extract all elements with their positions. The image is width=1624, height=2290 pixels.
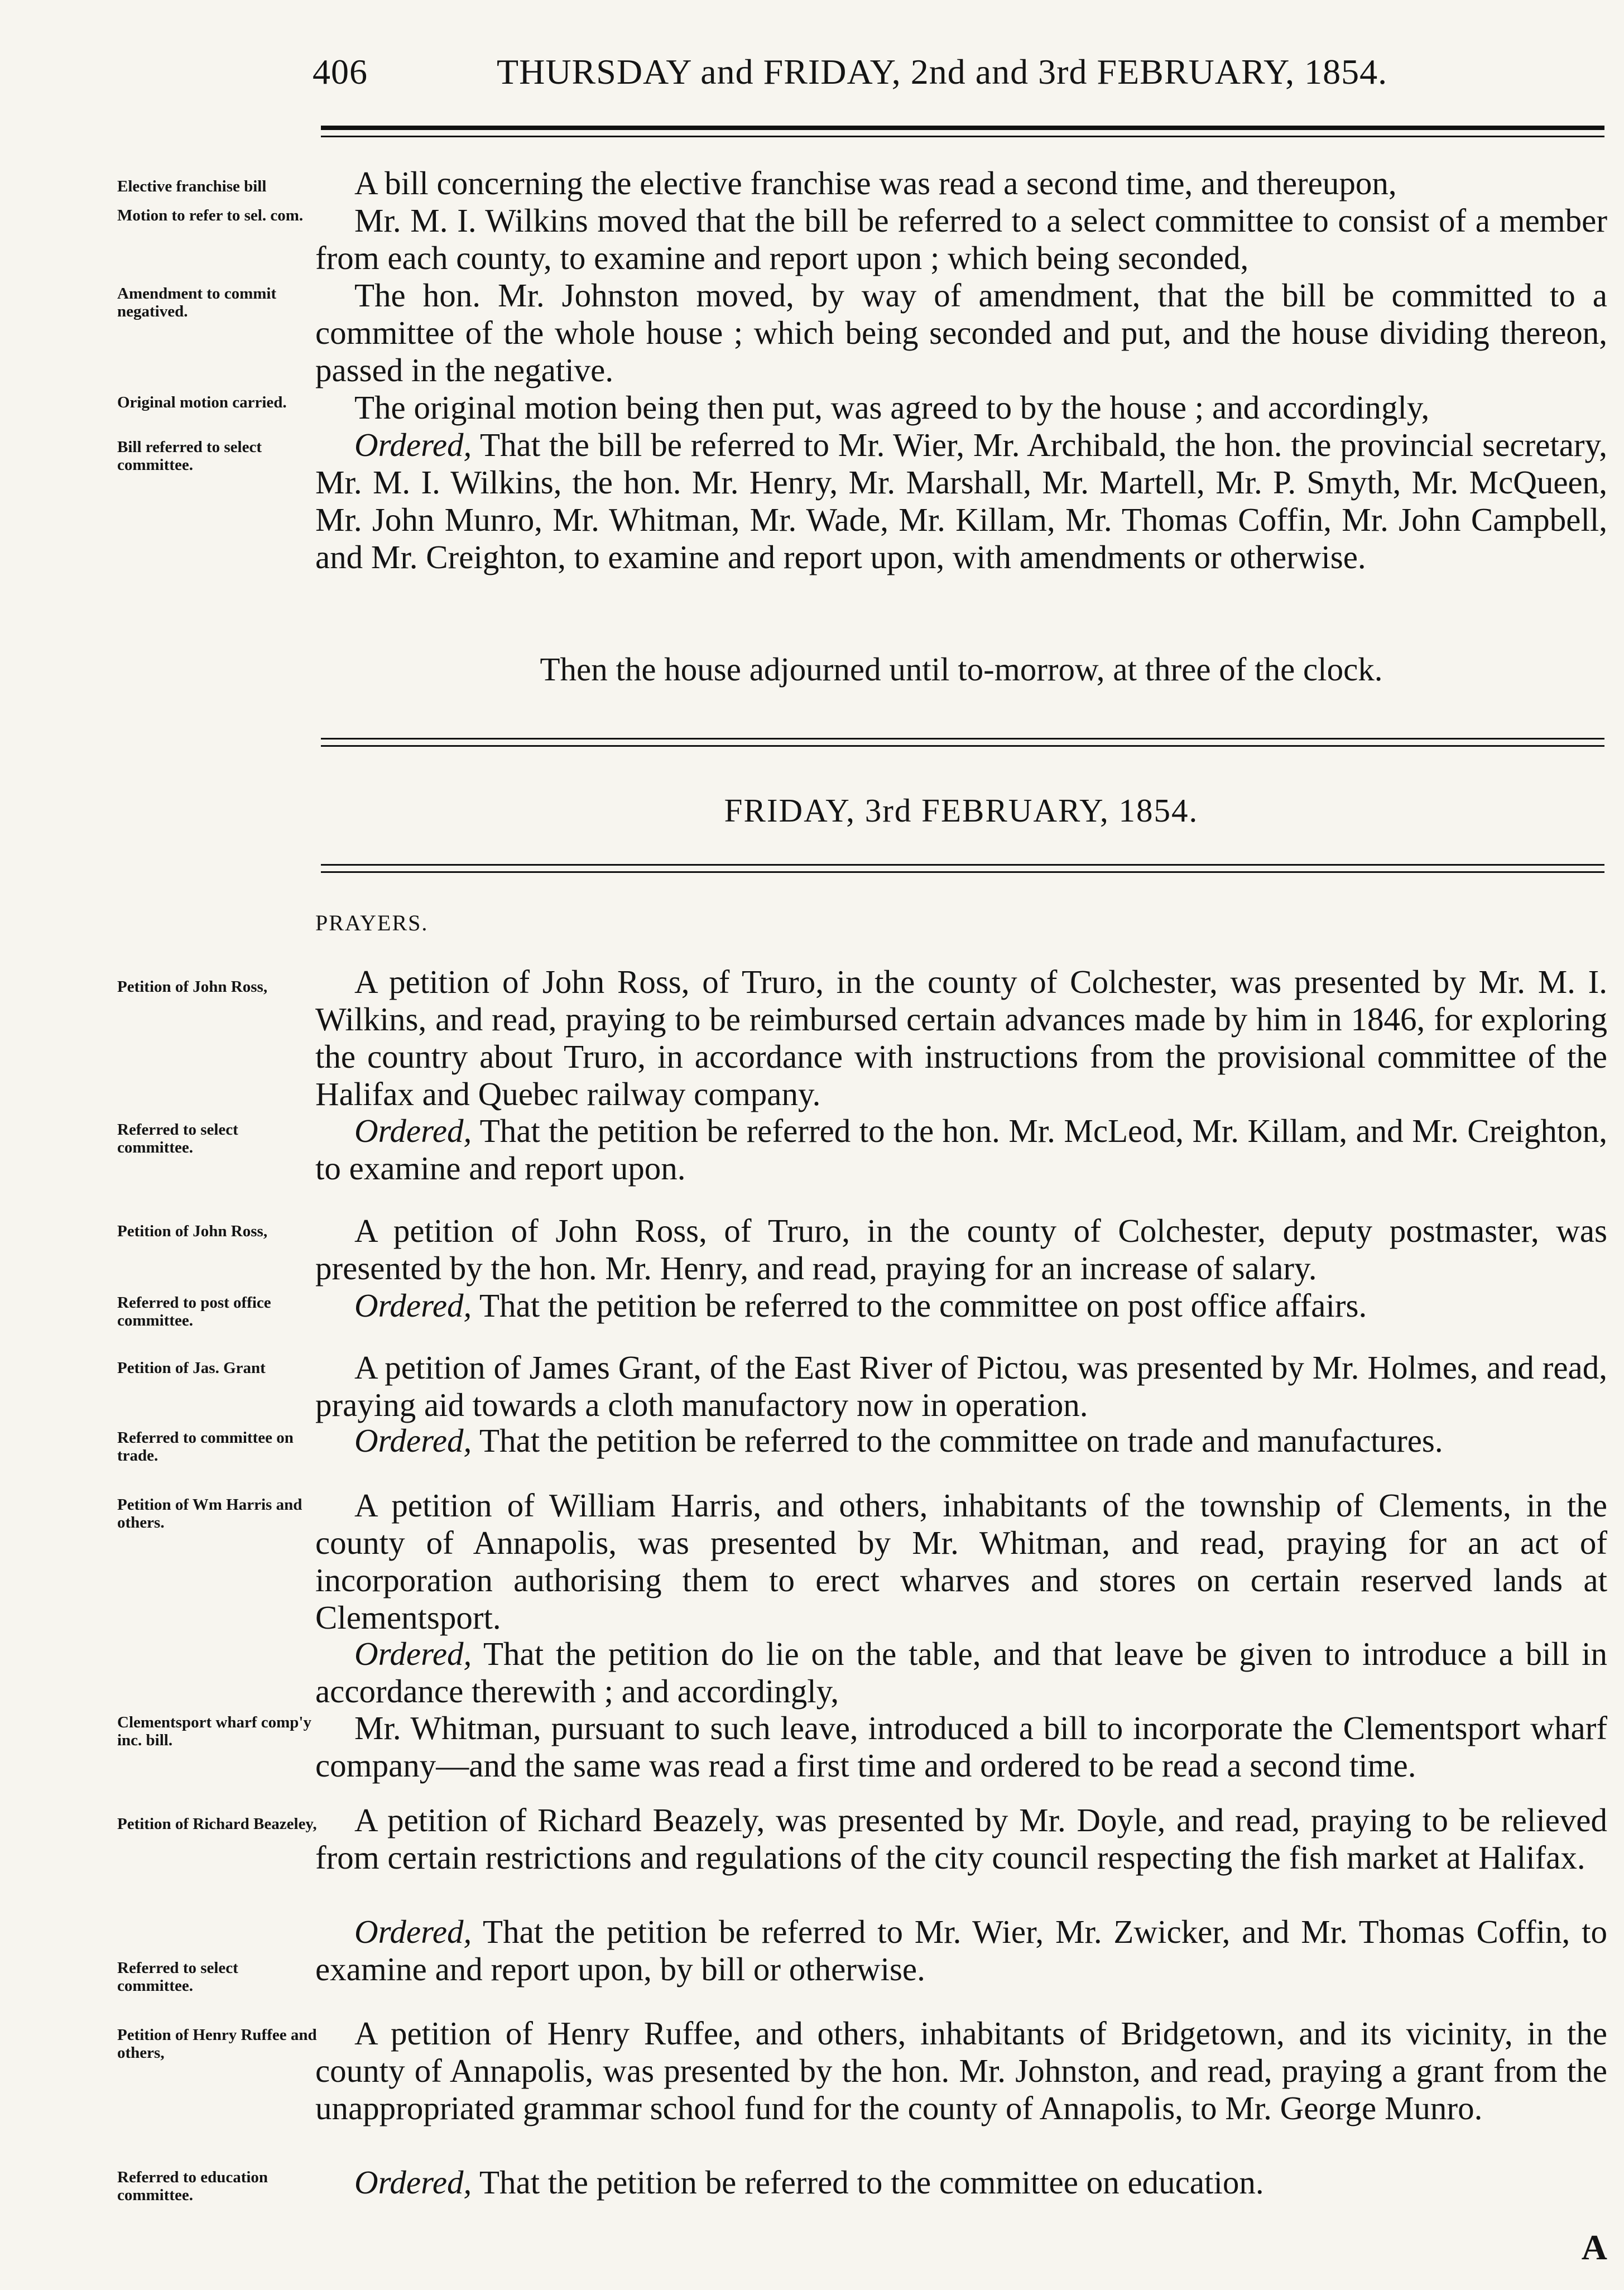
paragraph-text: That the petition do lie on the table, and that leave be given to introduce a bill in accordance therewith ; and accordingly, (315, 1635, 1607, 1710)
paragraph (315, 1422, 1607, 1460)
paragraph: A petition of Henry Ruffee, and others, inhabitants of Bridgetown, and its vicinity, in the county of Annapolis, was presented by the hon. Mr. Johnston, and read, praying a grant from the unappropriated grammar school fund for the county of Annapolis, to Mr. George Munro. (315, 2015, 1607, 2126)
margin-note: Original motion carried. (117, 393, 287, 411)
ordered-label: Ordered, (354, 1422, 472, 1459)
paragraph: A petition of William Harris, and others, inhabitants of the township of Clements, in the county of Annapolis, was presented by Mr. Whitman, and read, praying for an act of incorporation authorising them to erect wharves and stores on certain reserved lands at Clementsport. (315, 1487, 1607, 1636)
ordered-label: Ordered, (354, 426, 472, 463)
paragraph: A bill concerning the elective franchise was read a second time, and thereupon, (354, 165, 1397, 201)
page-title: THURSDAY and FRIDAY, 2nd and 3rd FEBRUARY, 1854. (497, 52, 1388, 92)
margin-note: Amendment to commit negatived. (117, 285, 277, 320)
paragraph-text: That the petition be referred to the committee on trade and manufactures. (472, 1422, 1443, 1459)
ordered-label: Ordered, (354, 1287, 472, 1324)
ordered-label: Ordered, (354, 2164, 472, 2201)
paragraph: A petition of Richard Beazely, was presented by Mr. Doyle, and read, praying to be relieved from certain restrictions and regulations of the city council respecting the fish market at Halifax. (315, 1802, 1607, 1876)
paragraph (315, 1287, 1607, 1324)
header-rule (321, 126, 1604, 130)
margin-note: Elective franchise bill (117, 177, 267, 195)
header-rule-thin (321, 136, 1604, 137)
paragraph: Mr. Whitman, pursuant to such leave, introduced a bill to incorporate the Clementsport wharf company—and the same was read a first time and ordered to be read a second time. (315, 1710, 1607, 1784)
margin-note: Referred to committee on trade. (117, 1429, 294, 1465)
paragraph (315, 426, 1607, 576)
margin-note: Petition of John Ross, (117, 978, 268, 996)
paragraph (315, 2164, 1607, 2201)
adjournment-line: Then the house adjourned until to-morrow, at three of the clock. (540, 651, 1383, 688)
section-heading: FRIDAY, 3rd FEBRUARY, 1854. (724, 792, 1199, 829)
margin-note: Petition of Henry Ruffee and others, (117, 2026, 317, 2062)
paragraph (315, 1913, 1607, 1988)
paragraph: A petition of James Grant, of the East River of Pictou, was presented by Mr. Holmes, and read, praying aid towards a cloth manufactory now in operation. (315, 1349, 1607, 1423)
paragraph (315, 1635, 1607, 1710)
margin-note: Referred to post office committee. (117, 1294, 271, 1329)
paragraph-text: That the petition be referred to the committee on post office affairs. (472, 1287, 1367, 1324)
paragraph: Mr. M. I. Wilkins moved that the bill be referred to a select committee to consist of a member from each county, to examine and report upon ; which being seconded, (315, 202, 1607, 276)
margin-note: Referred to education committee. (117, 2168, 268, 2204)
paragraph-text: That the petition be referred to the hon. Mr. McLeod, Mr. Killam, and Mr. Creighton, to examine and report upon. (315, 1112, 1607, 1187)
paragraph: The original motion being then put, was agreed to by the house ; and accordingly, (354, 389, 1430, 426)
margin-note: Referred to select committee. (117, 1121, 238, 1156)
paragraph: The hon. Mr. Johnston moved, by way of amendment, that the bill be committed to a committee of the whole house ; which being seconded and put, and the house dividing thereon, passed in the negative. (315, 277, 1607, 388)
catchword: A (1581, 2227, 1607, 2267)
ordered-label: Ordered, (354, 1635, 472, 1672)
section-rule (321, 864, 1604, 873)
paragraph: A petition of John Ross, of Truro, in the county of Colchester, deputy postmaster, was presented by the hon. Mr. Henry, and read, praying for an increase of salary. (315, 1212, 1607, 1286)
paragraph: A petition of John Ross, of Truro, in the county of Colchester, was presented by Mr. M. I. Wilkins, and read, praying to be reimbursed certain advances made by him in 1846, for exploring the country about Truro, in accordance with instructions from the provisional committee of the Halifax and Quebec railway company. (315, 963, 1607, 1112)
prayers-heading: PRAYERS. (315, 910, 429, 935)
paragraph-text: That the petition be referred to Mr. Wier, Mr. Zwicker, and Mr. Thomas Coffin, to examine and report upon, by bill or otherwise. (315, 1913, 1607, 1987)
margin-note: Petition of Jas. Grant (117, 1359, 266, 1377)
margin-note: Referred to select committee. (117, 1959, 238, 1995)
margin-note: Petition of Wm Harris and others. (117, 1496, 302, 1532)
margin-note: Petition of Richard Beazeley, (117, 1815, 317, 1833)
paragraph-text: That the petition be referred to the committee on education. (472, 2164, 1264, 2201)
margin-note: Petition of John Ross, (117, 1222, 268, 1240)
ordered-label: Ordered, (354, 1913, 472, 1950)
paragraph-text: That the bill be referred to Mr. Wier, Mr. Archibald, the hon. the provincial secretary, Mr. M. I. Wilkins, the hon. Mr. Henry, Mr. Marshall, Mr. Martell, Mr. P. Smyth, Mr. McQueen, Mr. John Munro, Mr. Whitman, Mr. Wade, Mr. Killam, Mr. Thomas Coffin, Mr. John Campbell, and Mr. Creighton, to examine and report upon, with amendments or otherwise. (315, 426, 1607, 575)
page-number: 406 (313, 52, 368, 92)
margin-note: Motion to refer to sel. com. (117, 207, 304, 224)
margin-note: Clementsport wharf comp'y inc. bill. (117, 1713, 311, 1749)
margin-note: Bill referred to select committee. (117, 438, 262, 474)
ordered-label: Ordered, (354, 1112, 472, 1149)
section-rule (321, 738, 1604, 747)
paragraph (315, 1112, 1607, 1187)
